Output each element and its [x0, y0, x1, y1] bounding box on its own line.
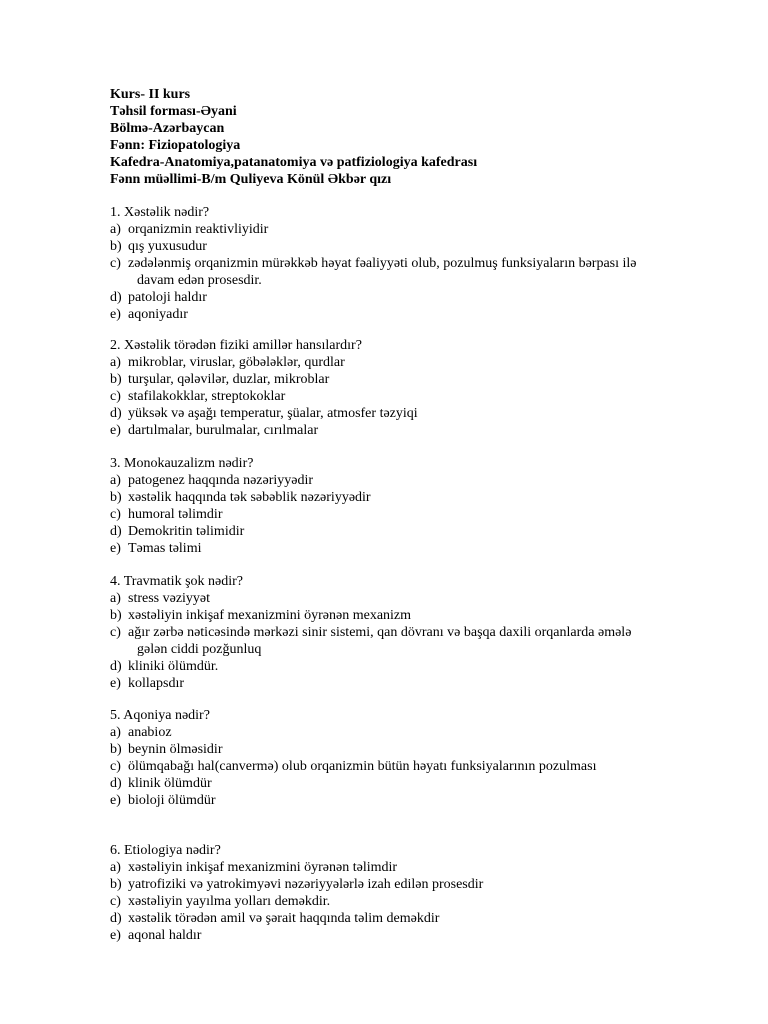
- question-title: 1. Xəstəlik nədir?: [110, 205, 210, 220]
- option-text: qış yuxusudur: [128, 239, 207, 254]
- option-text: turşular, qələvilər, duzlar, mikroblar: [128, 372, 330, 387]
- answer-option: [110, 590, 703, 607]
- option-text: stafilakokklar, streptokoklar: [128, 389, 286, 404]
- option-label: a): [110, 860, 121, 875]
- option-text: [128, 255, 703, 289]
- option-text: Təmas təlimi: [128, 541, 202, 556]
- course-line: Kurs- II kurs: [110, 87, 191, 102]
- answer-option: [110, 859, 703, 876]
- option-text: xəstəlik haqqında tək səbəblik nəzəriyyədir: [128, 490, 371, 505]
- option-label: d): [110, 911, 122, 926]
- option-label: b): [110, 372, 122, 387]
- option-text-continuation: gələn ciddi pozğunluq: [137, 642, 262, 657]
- question-title: 4. Travmatik şok nədir?: [110, 574, 243, 589]
- teacher-line: Fənn müəllimi-B/m Quliyeva Könül Əkbər qızı: [110, 172, 392, 187]
- answer-option: [110, 472, 703, 489]
- answer-option: [110, 741, 703, 758]
- option-label: b): [110, 877, 122, 892]
- answer-option: [110, 724, 703, 741]
- answer-option: [110, 758, 703, 775]
- answer-option: [110, 255, 703, 289]
- answer-option: [110, 354, 703, 371]
- answer-option: [110, 506, 703, 523]
- option-text: [128, 624, 703, 658]
- option-text-continuation: davam edən prosesdir.: [137, 273, 262, 288]
- option-label: e): [110, 423, 121, 438]
- option-text: aqonal haldır: [128, 928, 202, 943]
- option-text: Demokritin təlimidir: [128, 524, 245, 539]
- option-text: anabioz: [128, 725, 172, 740]
- option-text: kollapsdır: [128, 676, 184, 691]
- answer-option: [110, 775, 703, 792]
- answer-option: [110, 540, 703, 557]
- option-text: yüksək və aşağı temperatur, şüalar, atmosfer təzyiqi: [128, 406, 418, 421]
- answer-option: [110, 371, 703, 388]
- question-3: [110, 455, 703, 557]
- option-text: klinik ölümdür: [128, 776, 212, 791]
- question-5: [110, 707, 703, 809]
- answer-option: [110, 221, 703, 238]
- option-label: e): [110, 676, 121, 691]
- answer-option: [110, 422, 703, 439]
- question-title: 3. Monokauzalizm nədir?: [110, 456, 254, 471]
- option-label: a): [110, 473, 121, 488]
- option-text: patogenez haqqında nəzəriyyədir: [128, 473, 314, 488]
- answer-option: [110, 289, 703, 306]
- question-4: [110, 573, 703, 692]
- answer-option: [110, 624, 703, 658]
- option-text: xəstəliyin yayılma yolları deməkdir.: [128, 894, 331, 909]
- option-label: d): [110, 290, 122, 305]
- option-text: xəstəliyin inkişaf mexanizmini öyrənən mexanizm: [128, 608, 412, 623]
- option-label: e): [110, 307, 121, 322]
- option-label: c): [110, 507, 121, 522]
- question-6: [110, 842, 703, 944]
- education-form-line: Təhsil forması-Əyani: [110, 104, 237, 119]
- subject-line: Fənn: Fiziopatologiya: [110, 138, 241, 153]
- option-text: beynin ölməsidir: [128, 742, 223, 757]
- option-label: b): [110, 608, 122, 623]
- option-text: kliniki ölümdür.: [128, 659, 219, 674]
- option-text: aqoniyadır: [128, 307, 188, 322]
- option-text-line: ağır zərbə nəticəsində mərkəzi sinir sistemi, qan dövranı və başqa daxili orqanlarda əmələ: [128, 625, 632, 640]
- question-title: 2. Xəstəlik törədən fiziki amillər hansılardır?: [110, 338, 362, 353]
- option-text: yatrofiziki və yatrokimyəvi nəzəriyyələrlə izah edilən prosesdir: [128, 877, 484, 892]
- answer-option: [110, 910, 703, 927]
- option-text-line: zədələnmiş orqanizmin mürəkkəb həyat fəaliyyəti olub, pozulmuş funksiyaların bərpası ilə: [128, 256, 637, 271]
- option-text: humoral təlimdir: [128, 507, 223, 522]
- option-label: d): [110, 659, 122, 674]
- option-label: a): [110, 222, 121, 237]
- answer-option: [110, 306, 703, 323]
- option-text: mikroblar, viruslar, göbələklər, qurdlar: [128, 355, 345, 370]
- question-title: 5. Aqoniya nədir?: [110, 708, 210, 723]
- option-label: e): [110, 793, 121, 808]
- answer-option: [110, 675, 703, 692]
- question-1: [110, 204, 703, 323]
- option-label: e): [110, 541, 121, 556]
- option-label: c): [110, 759, 121, 774]
- option-text: stress vəziyyət: [128, 591, 211, 606]
- chair-line: Kafedra-Anatomiya,patanatomiya və patfiziologiya kafedrası: [110, 155, 478, 170]
- option-text: xəstəlik törədən amil və şərait haqqında təlim deməkdir: [128, 911, 440, 926]
- option-label: d): [110, 524, 122, 539]
- option-label: c): [110, 389, 121, 404]
- option-label: d): [110, 406, 122, 421]
- option-label: a): [110, 725, 121, 740]
- question-2: [110, 337, 703, 439]
- answer-option: [110, 927, 703, 944]
- option-text: dartılmalar, burulmalar, cırılmalar: [128, 423, 319, 438]
- answer-option: [110, 405, 703, 422]
- option-label: a): [110, 591, 121, 606]
- answer-option: [110, 388, 703, 405]
- option-text: bioloji ölümdür: [128, 793, 216, 808]
- option-text: patoloji haldır: [128, 290, 207, 305]
- option-label: b): [110, 239, 122, 254]
- answer-option: [110, 658, 703, 675]
- option-label: b): [110, 490, 122, 505]
- answer-option: [110, 238, 703, 255]
- department-line: Bölmə-Azərbaycan: [110, 121, 225, 136]
- option-label: b): [110, 742, 122, 757]
- option-label: d): [110, 776, 122, 791]
- answer-option: [110, 607, 703, 624]
- option-text: orqanizmin reaktivliyidir: [128, 222, 269, 237]
- option-text: ölümqabağı hal(canvermə) olub orqanizmin bütün həyatı funksiyalarının pozulması: [128, 759, 597, 774]
- option-label: c): [110, 625, 121, 640]
- answer-option: [110, 792, 703, 809]
- document-header: [110, 86, 477, 188]
- answer-option: [110, 523, 703, 540]
- option-label: c): [110, 894, 121, 909]
- option-label: a): [110, 355, 121, 370]
- answer-option: [110, 876, 703, 893]
- answer-option: [110, 893, 703, 910]
- option-label: e): [110, 928, 121, 943]
- option-text: xəstəliyin inkişaf mexanizmini öyrənən təlimdir: [128, 860, 398, 875]
- option-label: c): [110, 256, 121, 271]
- question-title: 6. Etiologiya nədir?: [110, 843, 221, 858]
- answer-option: [110, 489, 703, 506]
